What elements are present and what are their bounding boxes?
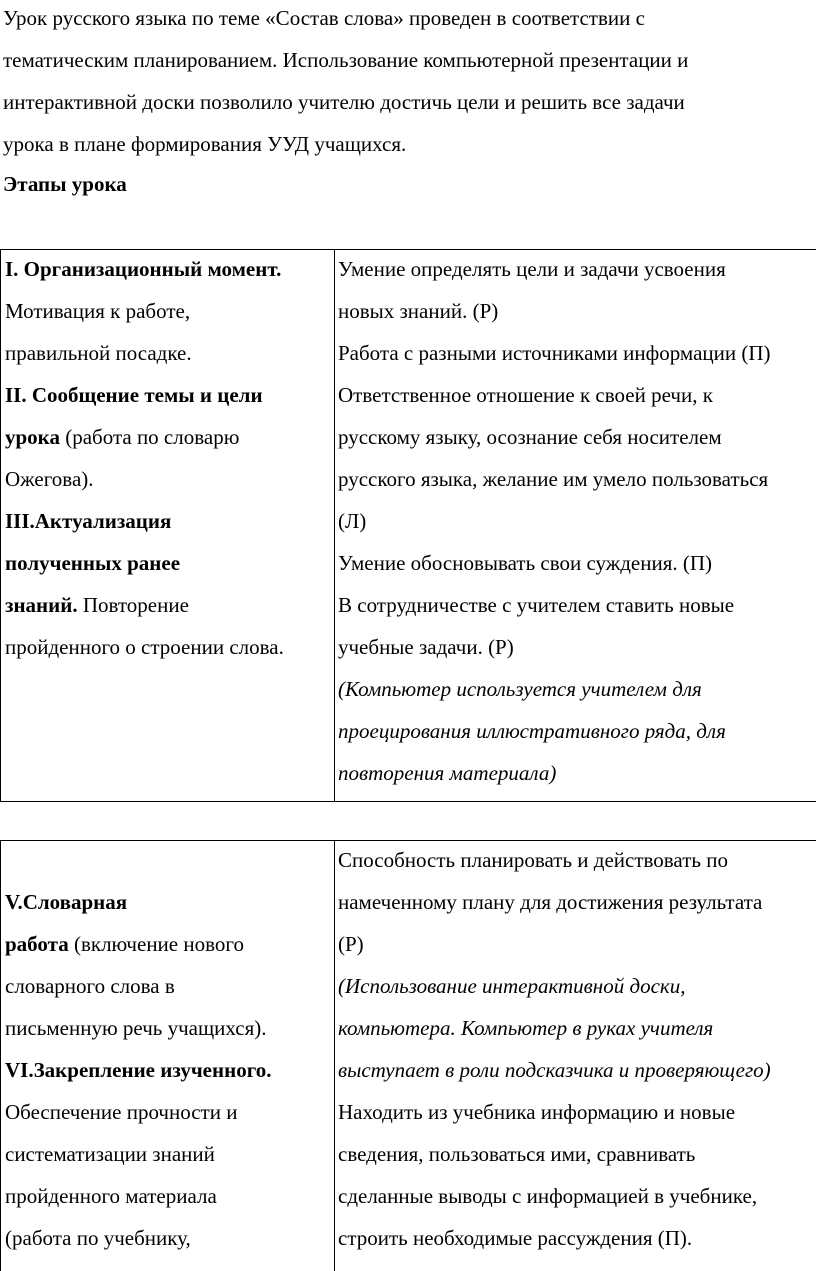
skill-line: русскому языку, осознание себя носителем (338, 425, 722, 449)
stage-text: письменную речь учащихся). (5, 1016, 267, 1040)
note-line: повторения материала) (338, 761, 557, 785)
stage-title: знаний. (5, 593, 78, 617)
intro-line: урока в плане формирования УУД учащихся. (3, 132, 407, 156)
intro-line: интерактивной доски позволило учителю достичь цели и решить все задачи (3, 90, 685, 114)
section-heading: Этапы урока (3, 172, 127, 196)
note-line: выступает в роли подсказчика и проверяющего) (338, 1058, 771, 1082)
stage-title: VI.Закрепление изученного. (5, 1058, 272, 1082)
note-line: компьютера. Компьютер в руках учителя (338, 1016, 714, 1040)
stage-text: словарного слова в (5, 974, 175, 998)
intro-paragraph (3, 0, 813, 165)
stage-text: пройденного материала (5, 1184, 217, 1208)
skill-line: сведения, пользоваться ими, сравнивать (338, 1142, 696, 1166)
note-line: проецирования иллюстративного ряда, для (338, 719, 726, 743)
skill-line: русского языка, желание им умело пользоваться (338, 467, 769, 491)
column-divider (334, 841, 335, 1271)
stage-text: Ожегова). (5, 467, 94, 491)
skill-line: Умение обосновывать свои суждения. (П) (338, 551, 713, 575)
stages-cell (5, 248, 331, 668)
note-line: (Компьютер используется учителем для (338, 677, 702, 701)
stage-text: Мотивация к работе, (5, 299, 191, 323)
lesson-stages-table-1 (0, 249, 816, 802)
stage-title: полученных ранее (5, 551, 181, 575)
intro-line: тематическим планированием. Использование компьютерной презентации и (3, 48, 689, 72)
stage-title: работа (5, 932, 69, 956)
skill-line: Способность планировать и действовать по (338, 848, 728, 872)
stage-line (5, 923, 331, 965)
stage-title: урока (5, 425, 60, 449)
skill-line: намеченному плану для достижения результата (338, 890, 763, 914)
skill-line: сделанные выводы с информацией в учебнике, (338, 1184, 758, 1208)
skill-line: Работа с разными источниками информации (П) (338, 341, 771, 365)
skill-line: В сотрудничестве с учителем ставить новые (338, 593, 735, 617)
column-divider (334, 250, 335, 801)
stage-text: (работа по словарю (59, 425, 240, 449)
skill-line: учебные задачи. (Р) (338, 635, 514, 659)
stage-text: правильной посадке. (5, 341, 192, 365)
skill-line: новых знаний. (Р) (338, 299, 499, 323)
stages-cell (5, 881, 331, 1259)
skill-line: Умение определять цели и задачи усвоения (338, 257, 726, 281)
stage-text: систематизации знаний (5, 1142, 215, 1166)
skill-line: строить необходимые рассуждения (П). (338, 1226, 693, 1250)
note-line: (Использование интерактивной доски, (338, 974, 686, 998)
stage-line (5, 584, 331, 626)
stage-text: пройденного о строении слова. (5, 635, 284, 659)
stage-text: Повторение (77, 593, 189, 617)
skill-line: (Р) (338, 932, 364, 956)
stage-line (5, 416, 331, 458)
stage-title: I. Организационный момент. (5, 257, 282, 281)
lesson-stages-table-2 (0, 840, 816, 1271)
stage-text: Обеспечение прочности и (5, 1100, 238, 1124)
stage-title: III.Актуализация (5, 509, 172, 533)
stage-title: V.Словарная (5, 890, 128, 914)
skills-cell (338, 248, 816, 794)
skill-line: Находить из учебника информацию и новые (338, 1100, 736, 1124)
stage-title: II. Сообщение темы и цели (5, 383, 263, 407)
stage-text: (работа по учебнику, (5, 1226, 191, 1250)
skill-line: (Л) (338, 509, 367, 533)
stage-text: (включение нового (68, 932, 244, 956)
skill-line: Ответственное отношение к своей речи, к (338, 383, 713, 407)
skills-cell (338, 839, 816, 1259)
intro-line: Урок русского языка по теме «Состав слова» проведен в соответствии с (3, 6, 645, 30)
